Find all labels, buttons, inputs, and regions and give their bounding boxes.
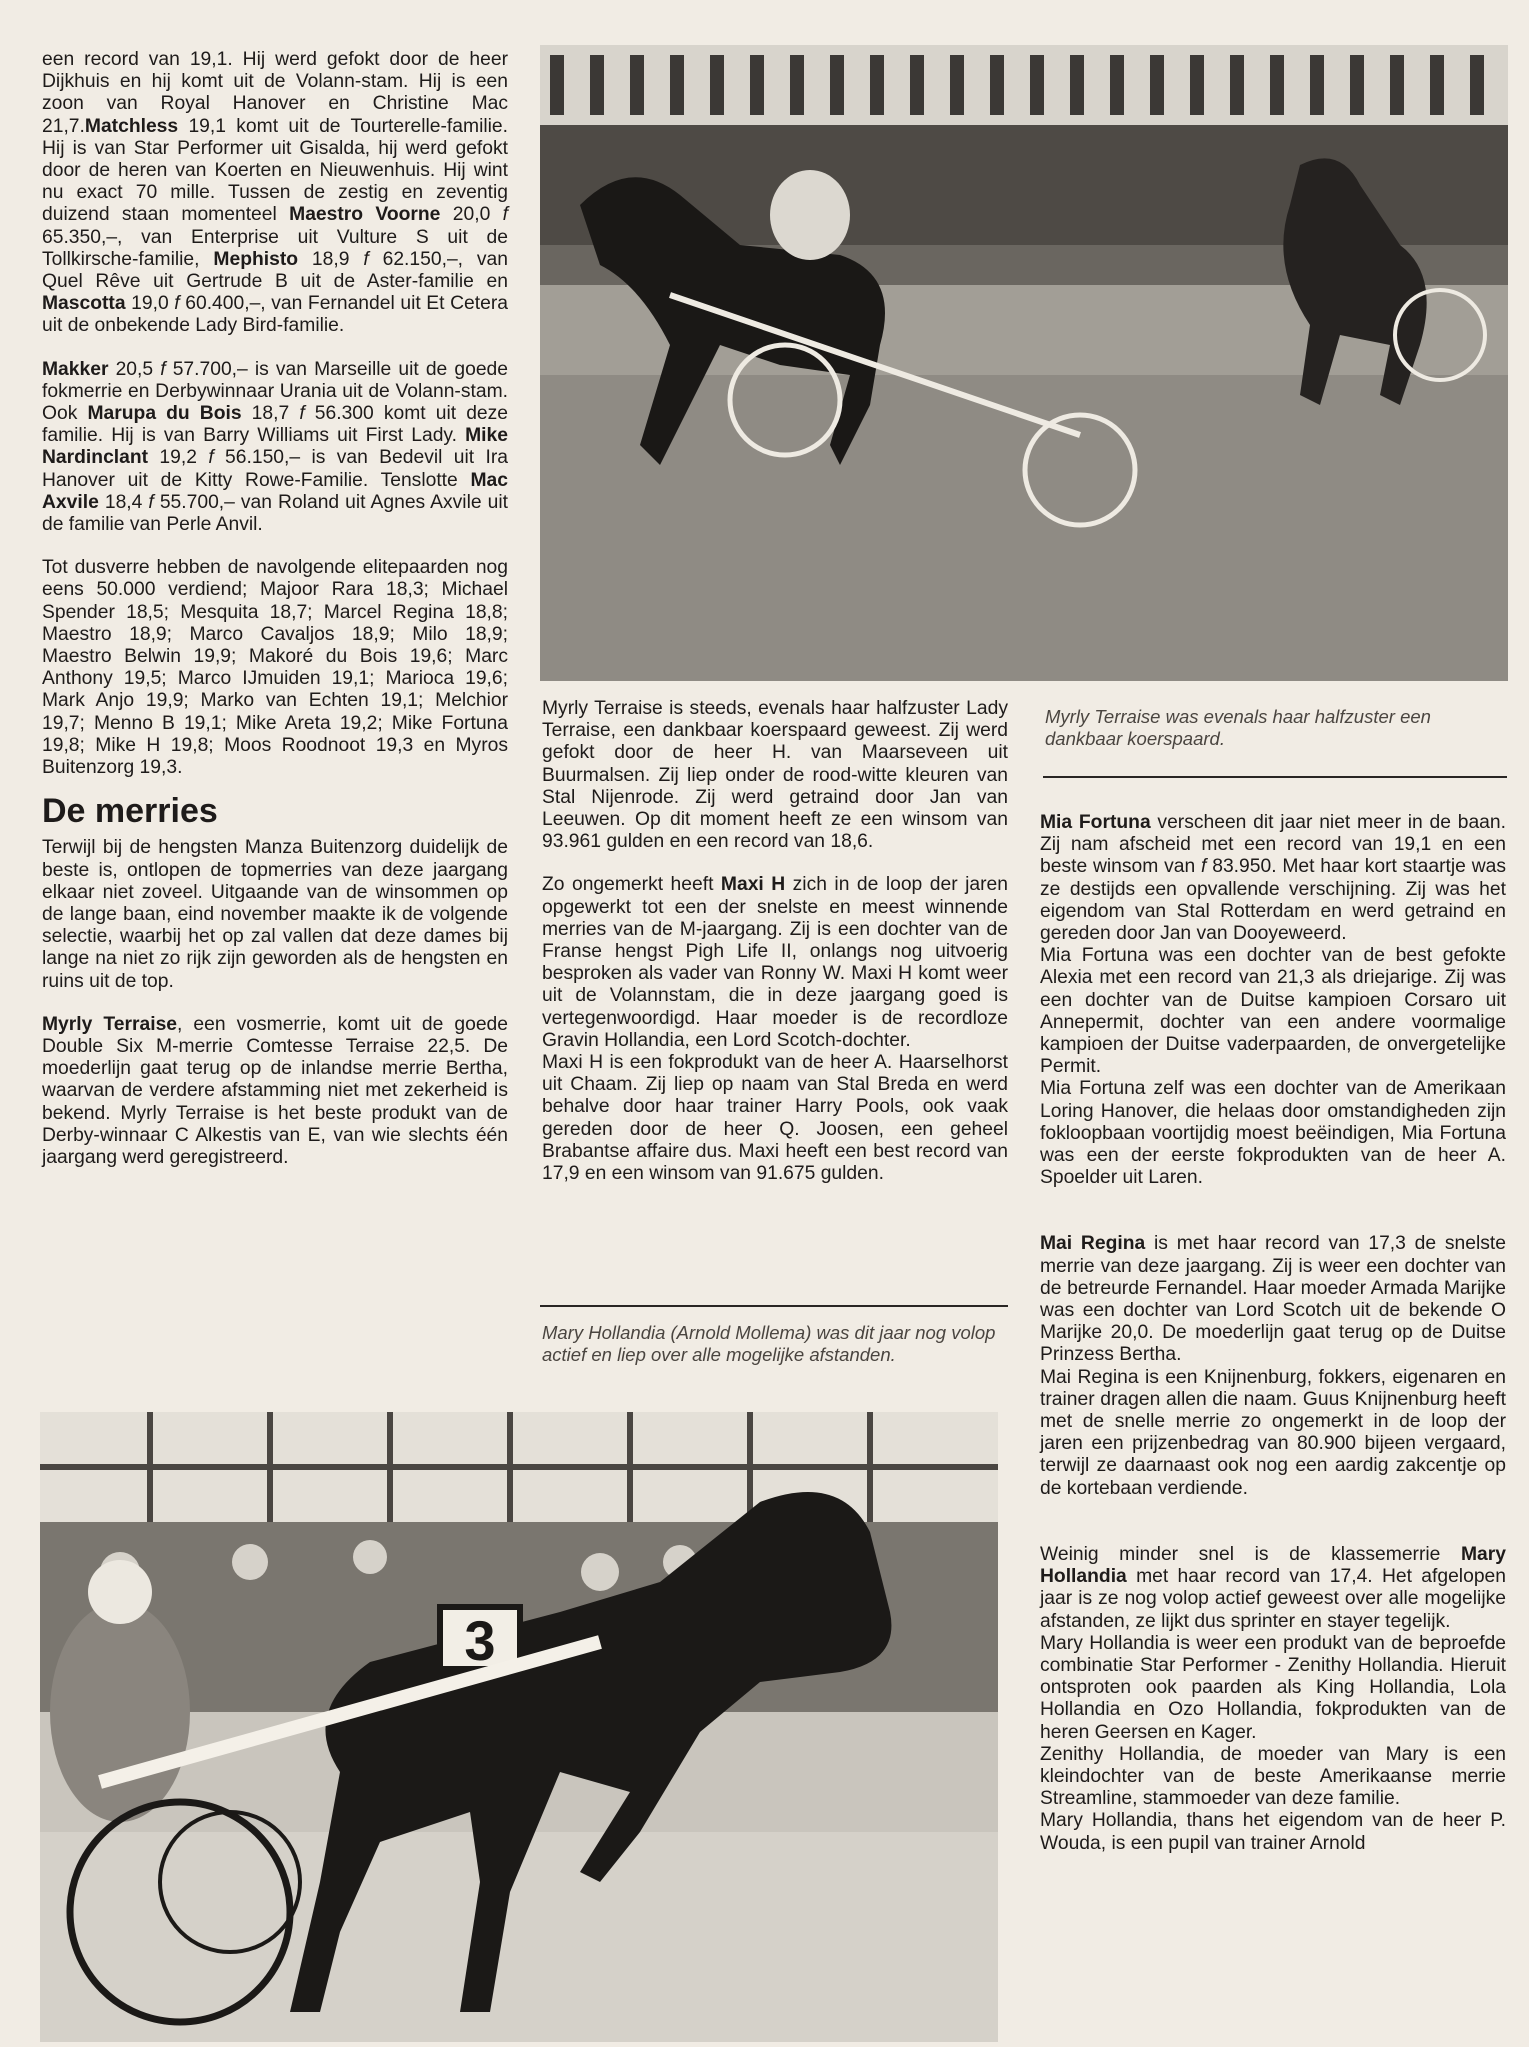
paragraph: Myrly Terraise, een vosmerrie, komt uit de goede Double Six M-merrie Comtesse Terraise 22,5. De moederlijn gaat terug op de inlandse merrie Bertha, waarvan de verdere afstamming niet met zekerheid is bekend. Myrly Terraise is het beste produkt van de Derby-winnaar C Alkestis van E, van wie slechts één jaargang werd geregistreerd. xyxy=(42,1013,508,1168)
horse-name: Mia Fortuna xyxy=(1040,812,1151,833)
column-left xyxy=(42,49,508,1169)
paragraph: Terwijl bij de hengsten Manza Buitenzorg duidelijk de beste is, ontlopen de topmerries van deze jaargang elkaar niet zoveel. Uitgaande van de winsommen op de lange baan, eind november maakte ik de volgende selectie, waarbij het op zal vallen dat deze dames bij lange na niet zo rijk zijn geworden als de hengsten en ruins uit de top. xyxy=(42,837,508,992)
horse-name: Mary Hollandia xyxy=(1040,1543,1506,1588)
section-heading: De merries xyxy=(42,792,218,831)
paragraph: Mia Fortuna verscheen dit jaar niet meer in de baan. Zij nam afscheid met een record van 19,1 en een beste winsom van f 83.950. Met haar kort staartje was ze destijds een opvallende verschijning. Zij was het eigendom van Stal Rotterdam en werd getraind en gereden door Jan van Dooyeweerd. xyxy=(1040,812,1506,945)
currency-symbol: f xyxy=(363,248,369,270)
horse-name: Mike Nardinclant xyxy=(42,425,508,469)
photo-caption-top: Myrly Terraise was evenals haar halfzuster een dankbaar koerspaard. xyxy=(1045,706,1431,749)
race-number: 3 xyxy=(464,1609,496,1672)
photo-caption-bottom: Mary Hollandia (Arnold Mollema) was dit jaar nog volop actief en liep over alle mogelijke afstanden. xyxy=(542,1322,996,1365)
paragraph: Mary Hollandia is weer een produkt van de beproefde combinatie Star Performer - Zenithy Hollandia. Hieruit ontsproten ook paarden als King Hollandia, Lola Hollandia en Ozo Hollandia, fokprodukten van de heren Geersen en Kager. xyxy=(1040,1632,1506,1743)
paragraph: Mia Fortuna was een dochter van de best gefokte Alexia met een record van 21,3 als driejarige. Zij was een dochter van de Duitse kampioen Corsaro uit Annepermit, dochter van een andere voormalige kampioen der Duitse vaderpaarden, de onvergetelijke Permit. xyxy=(1040,945,1506,1078)
paragraph: Weinig minder snel is de klassemerrie Mary Hollandia met haar record van 17,4. Het afgelopen jaar is ze nog volop actief geweest over alle mogelijke afstanden, ze lijkt dus sprinter en stayer tegelijk. xyxy=(1040,1543,1506,1632)
currency-symbol: f xyxy=(299,403,305,425)
column-middle xyxy=(542,698,1008,1185)
photo-harness-race xyxy=(540,45,1508,681)
horse-name: Marupa du Bois xyxy=(87,403,242,425)
paragraph: Mary Hollandia, thans het eigendom van de heer P. Wouda, is een pupil van trainer Arnold xyxy=(1040,1810,1506,1854)
caption-divider xyxy=(1043,776,1507,778)
column-right xyxy=(1040,812,1506,1855)
horse-name: Mephisto xyxy=(213,248,299,270)
horse-name: Maestro Voorne xyxy=(289,204,441,226)
photo-mary-hollandia xyxy=(40,1412,998,2042)
paragraph: Mai Regina is met haar record van 17,3 de snelste merrie van deze jaargang. Zij is weer een dochter van de betreurde Fernandel. Haar moeder Armada Marijke was een dochter van Lord Scotch uit de bekende O Marijke 20,0. De moederlijn gaat terug op de Duitse Prinzess Bertha. xyxy=(1040,1233,1506,1366)
caption-divider xyxy=(540,1305,1008,1307)
horse-name: Matchless xyxy=(84,115,179,137)
currency-symbol: f xyxy=(160,358,166,380)
horse-name: Maxi H xyxy=(720,874,786,896)
horse-name: Makker xyxy=(42,358,109,380)
currency-symbol: f xyxy=(174,293,180,315)
currency-symbol: f xyxy=(1201,856,1207,878)
horse-name: Mascotta xyxy=(42,293,126,315)
horse-name: Myrly Terraise xyxy=(42,1013,178,1035)
paragraph: Myrly Terraise is steeds, evenals haar halfzuster Lady Terraise, een dankbaar koerspaard geweest. Zij werd gefokt door de heer H. van Maarseveen uit Buurmalsen. Zij liep onder de rood-witte kleuren van Stal Nijenrode. Zij werd getraind door Jan van Leeuwen. Op dit moment heeft ze een winsom van 93.961 gulden en een record van 18,6. xyxy=(542,698,1008,853)
paragraph: Mai Regina is een Knijnenburg, fokkers, eigenaren en trainer dragen allen die naam. Guus Knijnenburg heeft met de snelle merrie zo ongemerkt in de loop der jaren een prijzenbedrag van 80.900 bijeen vergaard, terwijl ze daarnaast ook nog een aardig zakcentje op de kortebaan verdiende. xyxy=(1040,1366,1506,1499)
paragraph: Maxi H is een fokprodukt van de heer A. Haarselhorst uit Chaam. Zij liep op naam van Stal Breda en werd behalve door haar trainer Harry Pools, ook vaak gereden door de heer Q. Joosen, een geheel Brabantse affaire dus. Maxi heeft een best record van 17,9 en een winsom van 91.675 gulden. xyxy=(542,1052,1008,1185)
paragraph: Tot dusverre hebben de navolgende elitepaarden nog eens 50.000 verdiend; Majoor Rara 18,3; Michael Spender 18,5; Mesquita 18,7; Marcel Regina 18,8; Maestro 18,9; Marco Cavaljos 18,9; Milo 18,9; Maestro Belwin 19,9; Makoré du Bois 19,6; Marc Anthony 19,5; Marco IJmuiden 19,1; Marioca 19,6; Mark Anjo 19,9; Marko van Echten 19,1; Melchior 19,7; Menno B 19,1; Mike Areta 19,2; Mike Fortuna 19,8; Mike H 19,8; Moos Roodnoot 19,3 en Myros Buitenzorg 19,3. xyxy=(42,557,508,779)
currency-symbol: f xyxy=(148,491,154,513)
paragraph: Zo ongemerkt heeft Maxi H zich in de loop der jaren opgewerkt tot een der snelste en meest winnende merries van de M-jaargang. Zij is een dochter van de Franse hengst Pigh Life II, onlangs nog uitvoerig besproken als vader van Ronny W. Maxi H komt weer uit de Volannstam, die in deze jaargang goed is vertegenwoordigd. Haar moeder is de recordloze Gravin Hollandia, een Lord Scotch-dochter. xyxy=(542,874,1008,1051)
paragraph: Makker 20,5 f 57.700,– is van Marseille uit de goede fokmerrie en Derbywinnaar Urania uit de Volann-stam. Ook Marupa du Bois 18,7 f 56.300 komt uit deze familie. Hij is van Barry Williams uit First Lady. Mike Nardinclant 19,2 f 56.150,– is van Bedevil uit Ira Hanover uit de Kitty Rowe-Familie. Tenslotte Mac Axvile 18,4 f 55.700,– van Roland uit Agnes Axvile uit de familie van Perle Anvil. xyxy=(42,358,509,536)
paragraph: Zenithy Hollandia, de moeder van Mary is een kleindochter van de beste Amerikaanse merrie Streamline, stammoeder van deze familie. xyxy=(1040,1743,1506,1810)
paragraph: een record van 19,1. Hij werd gefokt door de heer Dijkhuis en hij komt uit de Volann-stam. Hij is een zoon van Royal Hanover en Christine Mac 21,7.Matchless 19,1 komt uit de Tourterelle-familie. Hij is van Star Performer uit Gisalda, hij werd gefokt door de heren van Koerten en Nieuwenhuis. Hij wint nu exact 70 mille. Tussen de zestig en zeventig duizend staan momenteel Maestro Voorne 20,0 f 65.350,–, van Enterprise uit Vulture S uit de Tollkirsche-familie, Mephisto 18,9 f 62.150,–, van Quel Rêve uit Gertrude B uit de Aster-familie en Mascotta 19,0 f 60.400,–, van Fernandel uit Et Cetera uit de onbekende Lady Bird-familie. xyxy=(42,49,509,337)
paragraph: Mia Fortuna zelf was een dochter van de Amerikaan Loring Hanover, die helaas door omstandigheden zijn fokloopbaan voortijdig moest beëindigen, Mia Fortuna was een der eerste fokprodukten van de heer A. Spoelder uit Laren. xyxy=(1040,1078,1506,1189)
currency-symbol: f xyxy=(208,447,214,469)
horse-name: Mai Regina xyxy=(1040,1233,1146,1255)
horse-name: Mac Axvile xyxy=(42,469,508,513)
currency-symbol: f xyxy=(502,204,509,226)
